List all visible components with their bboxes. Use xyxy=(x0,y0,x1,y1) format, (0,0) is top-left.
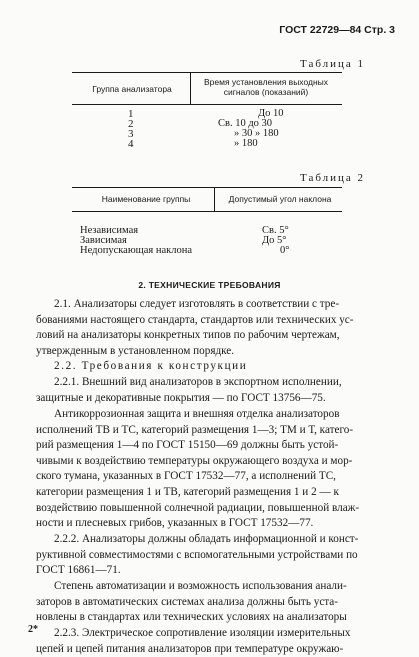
table-cell: » 180 xyxy=(234,138,258,149)
text-line: Антикоррозионная защита и внешняя отделка анализаторов xyxy=(54,408,340,420)
paragraph-2-2-1 xyxy=(36,375,388,406)
text-line: ности и плесневых грибов, указанных в ГОСТ 17532—77. xyxy=(36,517,314,530)
table1-top-rule xyxy=(72,72,342,73)
text-line: 2.2.1. Внешний вид анализаторов в экспортном исполнении, xyxy=(54,376,342,388)
text-line: 2.2. Требования к конструкции xyxy=(54,360,248,372)
table-cell: Независимая xyxy=(80,225,139,236)
table-cell: Св. 10 до 30 xyxy=(218,118,273,129)
table-cell: 2 xyxy=(128,118,134,130)
text-line: утвержденным в установленном порядке. xyxy=(36,344,235,357)
table2-col2-header: Допустимый угол наклона xyxy=(228,194,332,204)
table-cell: » 30 » 180 xyxy=(234,128,279,139)
section-title: 2. ТЕХНИЧЕСКИЕ ТРЕБОВАНИЯ xyxy=(138,280,281,290)
text-line: 2.2.2. Анализаторы должны обладать информационной и конст- xyxy=(54,533,359,545)
text-line: воздействию повышенной солнечной радиации, повышенной влаж- xyxy=(36,501,360,514)
table-cell: До 10 xyxy=(258,108,284,119)
text-line: руктивной совместимостями с вспомогательными устройствами по xyxy=(36,548,358,561)
text-line: ского тумана, указанных в ГОСТ 17532—77, а исполнений ТС, xyxy=(36,470,336,483)
table1-col2-header: Время установления выходных сигналов (показаний) xyxy=(203,77,329,98)
table1-header-rule xyxy=(72,104,342,105)
table-cell: 4 xyxy=(128,138,134,150)
paragraph-2-1 xyxy=(36,297,388,359)
text-line: чивыми к воздействию температуры окружающего воздуха и мор- xyxy=(36,454,353,467)
text-line: исполнений ТВ и ТС, категорий размещения 1—3; ТМ и Т, катего- xyxy=(36,423,354,436)
text-line: ловий на анализаторы конкретных типов по рабочим чертежам, xyxy=(36,329,340,342)
text-line: новлены в стандартах или технических условиях на анализаторы xyxy=(36,611,347,624)
table1-caption: Таблица 1 xyxy=(300,58,366,70)
table2-top-rule xyxy=(72,187,342,188)
page-footer-mark: 2* xyxy=(28,624,38,635)
table-cell: 0° xyxy=(280,245,290,256)
table-cell: Зависимая xyxy=(80,235,127,246)
table1-col1-header: Группа анализатора xyxy=(92,84,172,94)
text-line: 2.1. Анализаторы следует изготовлять в соответствии с тре- xyxy=(54,298,340,310)
paragraph-anticorrosion xyxy=(36,407,388,532)
text-line: защитные и декоративные покрытия — по ГОСТ 13756—75. xyxy=(36,391,326,404)
text-line: Степень автоматизации и возможность использования анали- xyxy=(54,580,347,592)
table2-header-rule xyxy=(72,211,342,212)
table2-col-divider xyxy=(214,187,215,211)
table-cell: Св. 5° xyxy=(262,225,289,236)
text-line: цепей и цепей питания анализаторов при температуре окружаю- xyxy=(36,642,344,655)
page-header: ГОСТ 22729—84 Стр. 3 xyxy=(279,24,395,36)
text-line: рий размещения 1—4 по ГОСТ 15150—69 должны быть устой- xyxy=(36,439,339,452)
text-line: 2.2.3. Электрическое сопротивление изоляции измерительных xyxy=(54,627,351,639)
paragraph-2-2-3 xyxy=(36,626,388,655)
paragraph-2-2 xyxy=(36,359,388,375)
text-line: ГОСТ 16861—71. xyxy=(36,564,121,577)
table1-col-divider xyxy=(190,72,191,104)
text-line: заторов в автоматических системах анализа должны быть уста- xyxy=(36,595,338,608)
paragraph-2-2-2 xyxy=(36,532,388,579)
text-line: категории размещения 1 и ТВ, категорий размещения 1 и 2 — к xyxy=(36,485,339,498)
table-cell: 1 xyxy=(128,108,134,120)
paragraph-automation xyxy=(36,579,388,626)
text-line: бованиями настоящего стандарта, стандартов или технических ус- xyxy=(36,313,354,326)
table-cell: Недопускающая наклона xyxy=(80,245,193,256)
table2-col1-header: Наименование группы xyxy=(101,194,191,204)
table-cell: 3 xyxy=(128,128,134,140)
table2-caption: Таблица 2 xyxy=(300,172,366,184)
table-cell: До 5° xyxy=(262,235,287,246)
